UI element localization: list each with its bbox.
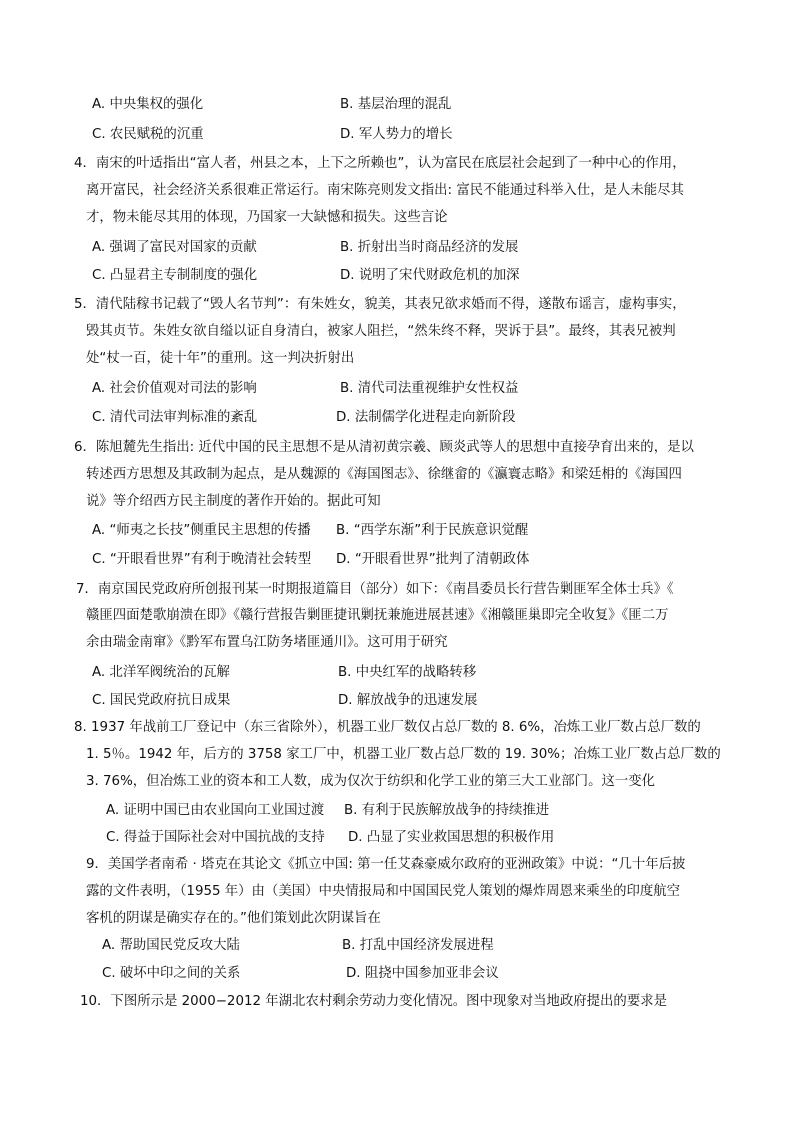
q7-option-c[interactable]: C. 国民党政府抗日成果 [92,693,231,708]
q3-option-c[interactable]: C. 农民赋税的沉重 [92,127,204,142]
q9-option-b[interactable]: B. 打乱中国经济发展进程 [342,938,494,953]
q4-stem-line-3: 才，物未能尽其用的体现，乃国家一大缺憾和损失。这些言论 [86,210,448,225]
q5-option-a[interactable]: A. 社会价值观对司法的影响 [92,381,257,396]
q7-option-a[interactable]: A. 北洋军阀统治的瓦解 [92,665,230,680]
q4-stem-line-2: 离开富民，社会经济关系很难正常运行。南宋陈亮则发文指出: 富民不能通过科举入仕，是人未能尽其 [86,183,684,198]
q6-option-a[interactable]: A. “师夷之长技”侧重民主思想的传播 [92,523,311,538]
q6-stem-line-1: 6．陈旭麓先生指出: 近代中国的民主思想不是从清初黄宗羲、顾炎武等人的思想中直接孕育出来的，是以 [74,440,694,455]
q9-option-d[interactable]: D. 阻挠中国参加亚非会议 [346,966,499,981]
q5-stem-line-3: 处“杖一百，徒十年”的重刑。这一判决折射出 [86,351,355,366]
q6-stem-line-2: 转述西方思想及其政制为起点，是从魏源的《海国图志》、徐继畲的《瀛寰志略》和梁廷枏的《海国四 [86,467,682,482]
q4-option-b[interactable]: B. 折射出当时商品经济的发展 [340,240,519,255]
q4-stem-line-1: 4．南宋的叶适指出“富人者，州县之本，上下之所赖也”，认为富民在底层社会起到了一种中心的作用， [74,156,686,171]
q3-option-a[interactable]: A. 中央集权的强化 [92,97,204,112]
q6-option-b[interactable]: B. “西学东渐”利于民族意识觉醒 [336,523,529,538]
q9-option-a[interactable]: A. 帮助国民党反攻大陆 [102,938,240,953]
q9-option-c[interactable]: C. 破坏中印之间的关系 [102,966,241,981]
q8-option-d[interactable]: D. 凸显了实业救国思想的积极作用 [348,830,555,845]
q5-option-d[interactable]: D. 法制儒学化进程走向新阶段 [336,410,516,425]
q10-stem-line-1: 10．下图所示是 2000−2012 年湖北农村剩余劳动力变化情况。图中现象对当地政府提出的要求是 [80,994,667,1009]
q3-option-b[interactable]: B. 基层治理的混乱 [340,97,452,112]
q4-option-c[interactable]: C. 凸显君主专制制度的强化 [92,268,258,283]
q5-stem-line-2: 毁其贞节。朱姓女欲自缢以证自身清白，被家人阻拦，“然朱终不释，哭诉于县”。最终，其表兄被判 [86,324,676,339]
q8-stem-line-3: 3. 76%，但冶炼工业的资本和工人数，成为仅次于纺织和化学工业的第三大工业部门。这一变化 [86,774,656,789]
q6-option-d[interactable]: D. “开眼看世界”批判了清朝政体 [336,552,530,567]
q4-option-a[interactable]: A. 强调了富民对国家的贡献 [92,240,257,255]
q3-option-d[interactable]: D. 军人势力的增长 [340,127,453,142]
q5-option-c[interactable]: C. 清代司法审判标准的紊乱 [92,410,258,425]
q7-option-b[interactable]: B. 中央红军的战略转移 [338,665,477,680]
q8-stem-line-2: 1. 5％。1942 年，后方的 3758 家工厂中，机器工业厂数占总厂数的 19. 30%；冶炼工业厂数占总厂数的 [86,747,721,762]
q7-option-d[interactable]: D. 解放战争的迅速发展 [338,693,478,708]
q7-stem-line-3: 余由瑞金南窜》《黔军布置乌江防务堵匪通川》。这可用于研究 [86,635,448,650]
q9-stem-line-1: 9．美国学者南希 · 塔克在其论文《抓立中国: 第一任艾森豪威尔政府的亚洲政策》中说：“几十年后披 [86,857,686,872]
q8-option-c[interactable]: C. 得益于国际社会对中国抗战的支持 [106,830,325,845]
q5-option-b[interactable]: B. 清代司法重视维护女性权益 [340,381,519,396]
q6-stem-line-3: 说》等介绍西方民主制度的著作开始的。据此可知 [86,494,381,509]
q8-stem-line-1: 8. 1937 年战前工厂登记中（东三省除外），机器工业厂数仅占总厂数的 8. 6%，冶炼工业厂数占总厂数的 [74,720,701,735]
q5-stem-line-1: 5．清代陆稼书记载了“毁人名节判”：有朱姓女，貌美，其表兄欲求婚而不得，遂散布谣言，虚构事实， [74,297,686,312]
q6-option-c[interactable]: C. “开眼看世界”有利于晚清社会转型 [92,552,312,567]
q4-option-d[interactable]: D. 说明了宋代财政危机的加深 [340,268,520,283]
q9-stem-line-3: 客机的阴谋是确实存在的。”他们策划此次阴谋旨在 [86,911,381,926]
q8-option-a[interactable]: A. 证明中国已由农业国向工业国过渡 [106,803,325,818]
q8-option-b[interactable]: B. 有利于民族解放战争的持续推进 [344,803,550,818]
q7-stem-line-1: 7．南京国民党政府所创报刊某一时期报道篇目（部分）如下：《南昌委员长行营告剿匪军全体士兵》《 [76,582,674,597]
q9-stem-line-2: 露的文件表明，（1955 年）由（美国）中央情报局和中国国民党人策划的爆炸周恩来乘坐的印度航空 [86,884,681,899]
q7-stem-line-2: 赣匪四面楚歌崩溃在即》《赣行营报告剿匪捷讯剿抚兼施进展甚速》《湘赣匪巢即完全收复》《匪二万 [86,608,669,623]
